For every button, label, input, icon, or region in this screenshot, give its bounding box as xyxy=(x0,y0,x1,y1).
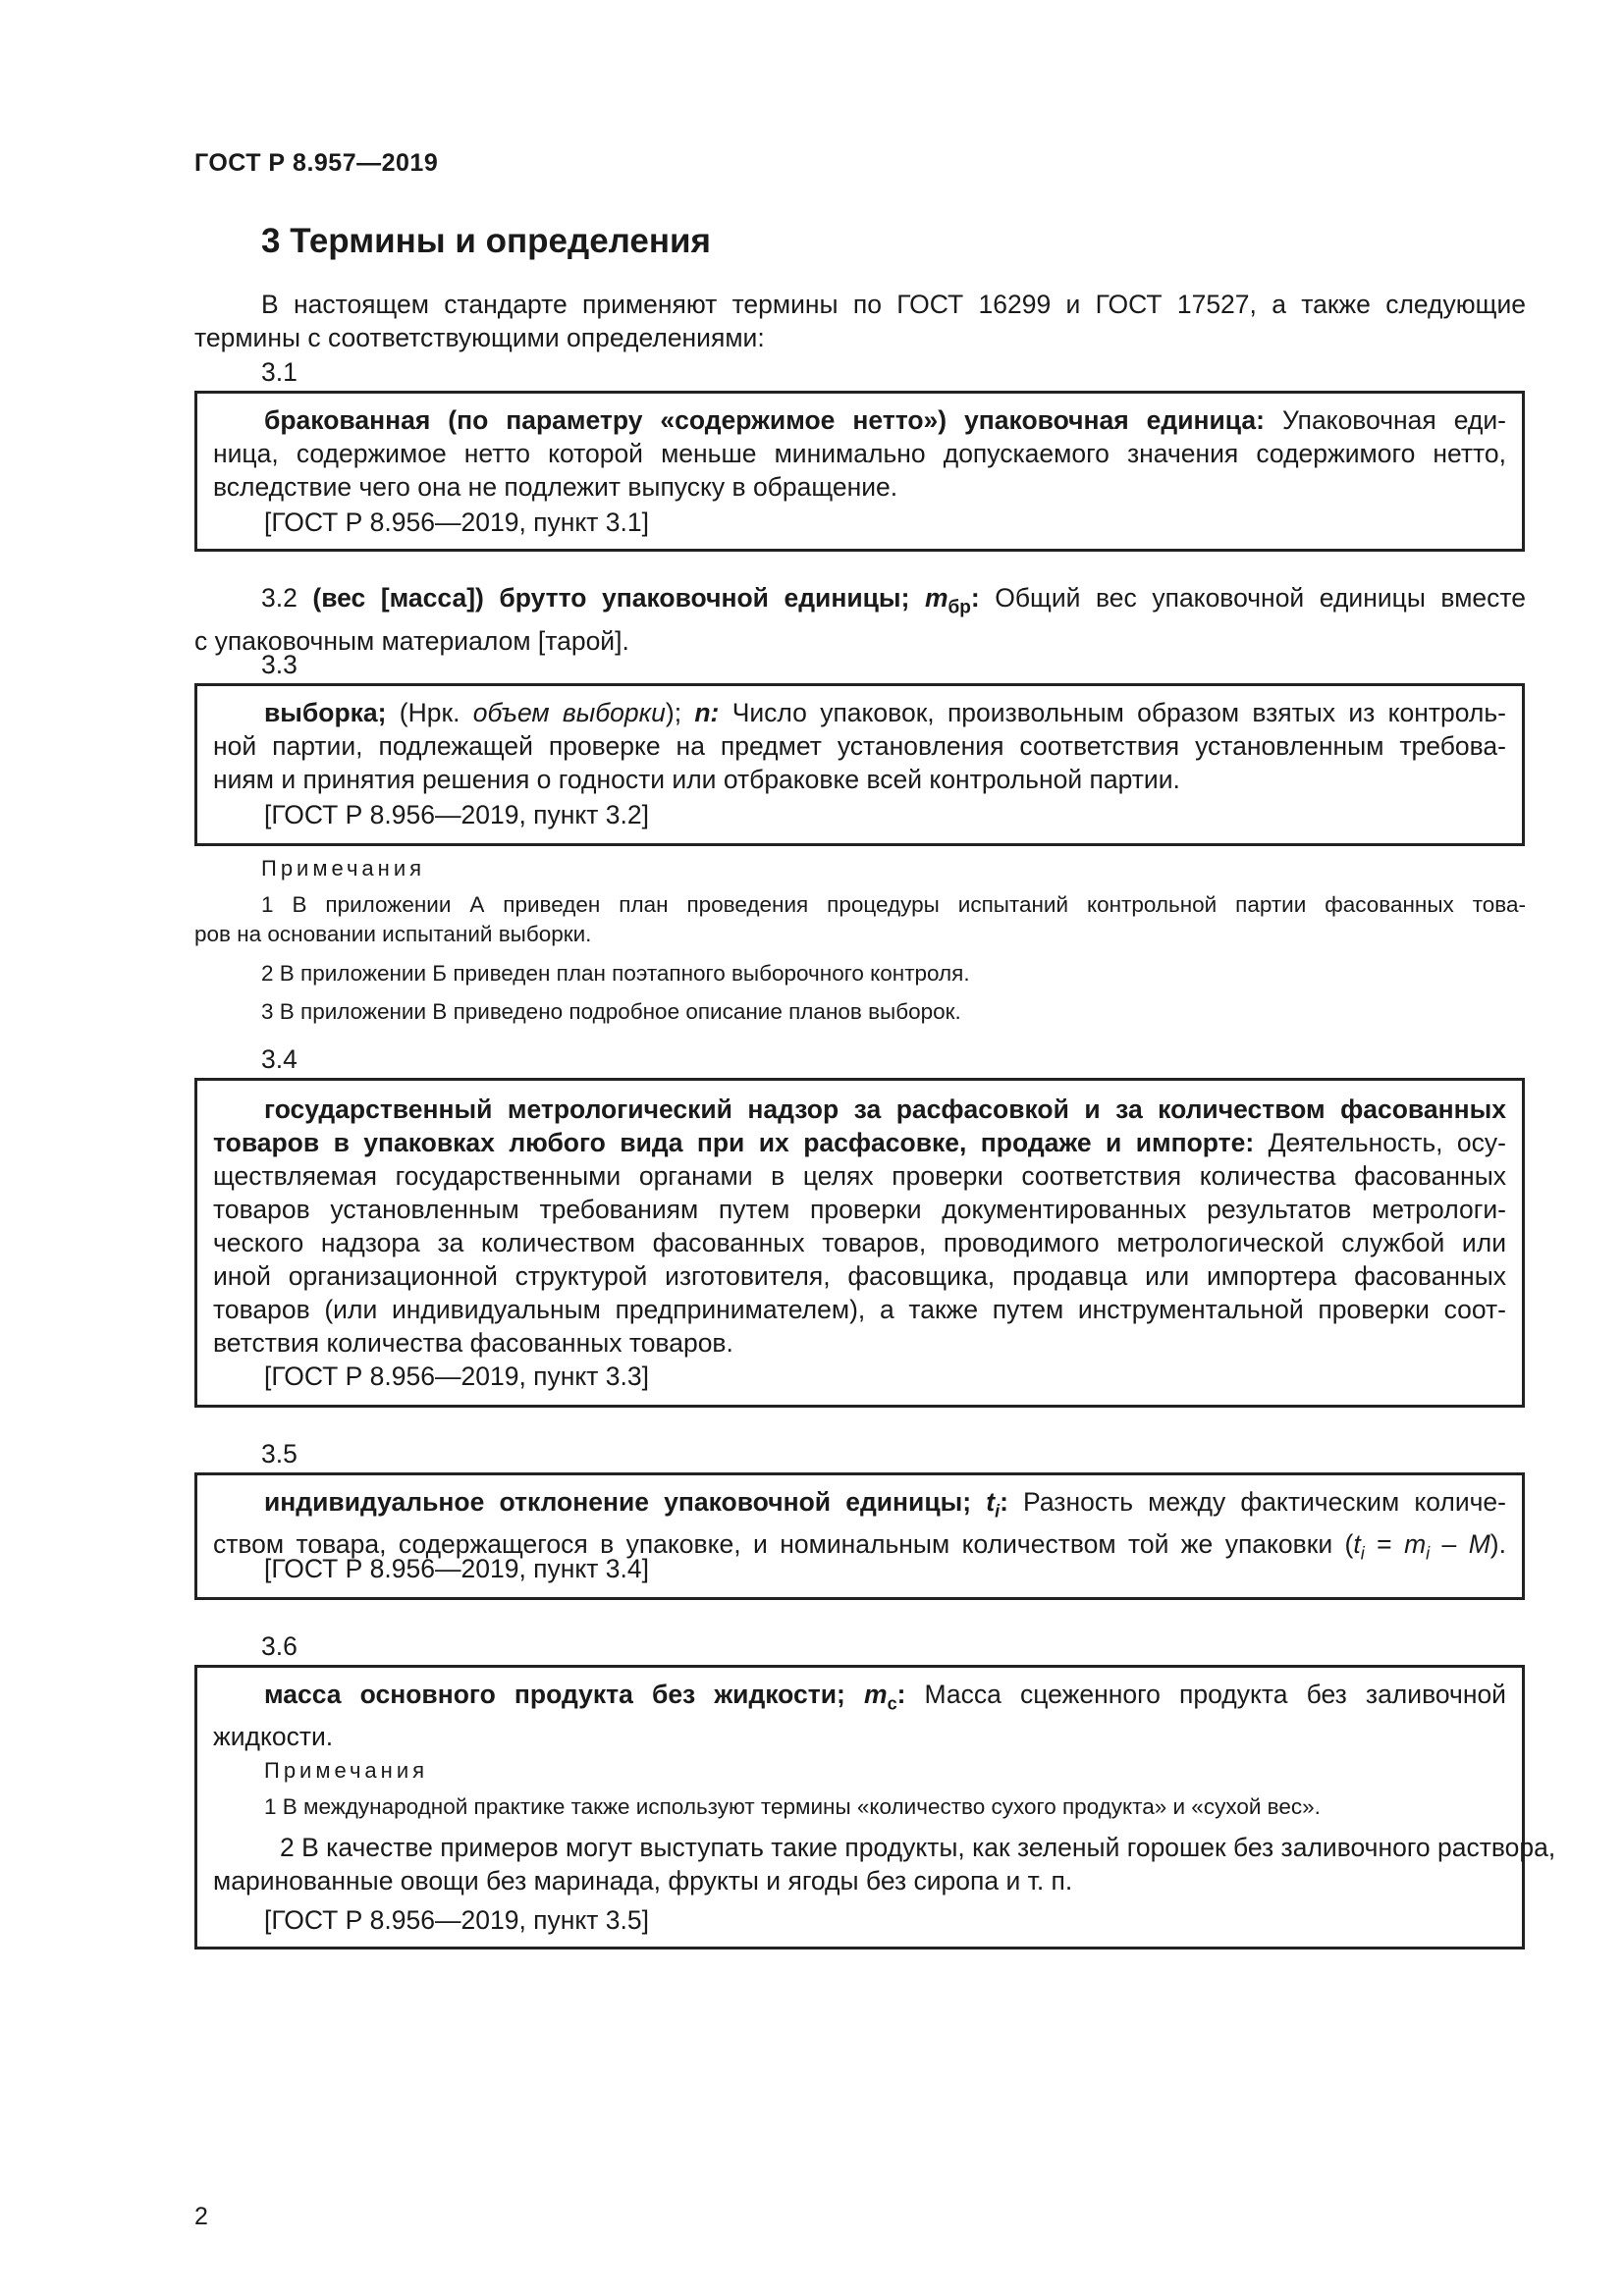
intro-line: В настоящем стандарте применяют термины по ГОСТ 16299 и ГОСТ 17527, а также следующие xyxy=(261,290,1526,319)
term-name: товаров в упаковках любого вида при их расфасовке, продаже и импорте: xyxy=(213,1128,1255,1157)
page-number: 2 xyxy=(194,2203,208,2230)
note-1: 1 В международной практике также используют термины «количество сухого продукта» и «сухой вес». xyxy=(264,1794,1321,1819)
term-name: индивидуальное отклонение упаковочной единицы; xyxy=(264,1487,972,1517)
term-line xyxy=(213,403,1506,437)
formula-var: t xyxy=(1353,1529,1361,1560)
note-1 xyxy=(194,890,1526,949)
note-line: маринованные овощи без маринада, фрукты и ягоды без сиропа и т. п. xyxy=(213,1866,1073,1896)
note-line: 1 В приложении А приведен план проведения процедуры испытаний контрольной партии фасованных това- xyxy=(261,892,1526,917)
notes-heading: Примечания xyxy=(261,856,426,881)
term-text: ); xyxy=(665,698,695,727)
term-name: выборка; xyxy=(264,698,387,727)
formula-end: ). xyxy=(1489,1529,1506,1560)
term-line xyxy=(194,581,1526,624)
term-name: (вес [масса]) брутто упаковочной единицы; xyxy=(312,583,910,613)
formula-sub: i xyxy=(1426,1543,1431,1564)
term-symbol-subscript: c xyxy=(887,1693,897,1714)
term-symbol-subscript: бр xyxy=(947,597,971,618)
formula-var: m xyxy=(1404,1529,1427,1560)
term-symbol: n: xyxy=(694,698,720,727)
term-line: вследствие чего она не подлежит выпуску в обращение. xyxy=(213,472,898,502)
term-line: жидкости. xyxy=(213,1722,334,1752)
term-line: ществляемая государственными органами в целях проверки соответствия количества фасованных xyxy=(213,1161,1506,1191)
term-name: масса основного продукта без жидкости; xyxy=(264,1680,845,1709)
term-number: 3.1 xyxy=(261,357,298,387)
document-header: ГОСТ Р 8.957—2019 xyxy=(194,149,439,177)
note-2: 2 В приложении Б приведен план поэтапного выборочного контроля. xyxy=(261,961,970,986)
term-line: товаров (или индивидуальным предпринимателем), а также путем инструментальной проверки соот- xyxy=(213,1295,1506,1324)
term-symbol: m xyxy=(864,1680,888,1709)
term-3-2-paragraph xyxy=(194,581,1526,658)
term-line: иной организационной структурой изготовителя, фасовщика, продавца или импортера фасованных xyxy=(213,1261,1506,1291)
term-box-3-6 xyxy=(194,1665,1556,1949)
intro-paragraph xyxy=(194,288,1526,354)
term-line xyxy=(213,1678,1506,1720)
term-definition: Число упаковок, произвольным образом взятых из контроль- xyxy=(719,698,1506,727)
term-name: государственный метрологический надзор за расфасовкой и за количеством фасованных xyxy=(264,1095,1506,1124)
term-line: товаров установленным требованиям путем проверки документированных результатов метрологи- xyxy=(213,1195,1506,1224)
term-line xyxy=(213,696,1506,729)
term-definition: Упаковочная еди- xyxy=(1264,405,1506,435)
intro-line: термины с соответствующими определениями: xyxy=(194,323,765,352)
term-symbol-subscript: i xyxy=(995,1501,1001,1522)
note-2 xyxy=(213,1831,1556,1897)
note-line: 2 В качестве примеров могут выступать такие продукты, как зеленый горошек без заливочного раствора, xyxy=(280,1833,1556,1862)
note-line: ров на основании испытаний выборки. xyxy=(194,922,592,946)
term-deprecated: объем выборки xyxy=(472,698,666,727)
term-line: ной партии, подлежащей проверке на предмет установления соответствия установленным требова- xyxy=(213,731,1506,761)
term-line: ветствия количества фасованных товаров. xyxy=(213,1328,733,1358)
term-number: 3.3 xyxy=(261,650,298,679)
term-line: ниям и принятия решения о годности или отбраковке всей контрольной партии. xyxy=(213,765,1180,794)
term-symbol: m xyxy=(924,583,948,613)
term-line xyxy=(213,1093,1506,1126)
term-source: [ГОСТ Р 8.956—2019, пункт 3.2] xyxy=(264,800,650,829)
term-box-3-3 xyxy=(194,683,1525,846)
term-line: ческого надзора за количеством фасованных товаров, проводимого метрологической службой или xyxy=(213,1228,1506,1257)
term-line xyxy=(213,1126,1506,1159)
formula-sub: i xyxy=(1360,1543,1365,1564)
formula-var: M xyxy=(1468,1529,1490,1560)
term-source: [ГОСТ Р 8.956—2019, пункт 3.1] xyxy=(264,507,650,537)
term-source: [ГОСТ Р 8.956—2019, пункт 3.5] xyxy=(264,1905,650,1935)
term-definition: Разность между фактическим количе- xyxy=(1007,1487,1506,1517)
term-box-3-5 xyxy=(194,1472,1525,1600)
term-definition: Масса сцеженного продукта без заливочной xyxy=(905,1680,1506,1709)
notes-heading: Примечания xyxy=(264,1758,429,1783)
term-line: ница, содержимое нетто которой меньше минимально допускаемого значения содержимого нетто, xyxy=(213,439,1506,468)
term-symbol: t xyxy=(986,1487,996,1517)
term-name: бракованная (по параметру «содержимое нетто») упаковочная единица: xyxy=(264,405,1265,435)
term-source: [ГОСТ Р 8.956—2019, пункт 3.3] xyxy=(264,1362,650,1391)
formula-op: – xyxy=(1430,1529,1469,1560)
term-text: ством товара, содержащегося в упаковке, и номинальным количеством той же упаковки ( xyxy=(213,1529,1354,1560)
note-3: 3 В приложении В приведено подробное описание планов выборок. xyxy=(261,999,961,1024)
term-definition: Общий вес упаковочной единицы вместе xyxy=(979,583,1526,613)
term-source: [ГОСТ Р 8.956—2019, пункт 3.4] xyxy=(264,1554,650,1583)
term-number: 3.4 xyxy=(261,1044,298,1074)
term-line: с упаковочным материалом [тарой]. xyxy=(194,626,629,657)
formula-op: = xyxy=(1364,1529,1405,1560)
term-definition: Деятельность, осу- xyxy=(1254,1128,1506,1157)
term-line xyxy=(213,1485,1506,1527)
term-box-3-4 xyxy=(194,1078,1525,1408)
term-colon: : xyxy=(896,1680,906,1709)
term-number: 3.2 xyxy=(261,583,298,613)
term-box-3-1 xyxy=(194,391,1525,552)
section-title: 3 Термины и определения xyxy=(261,222,711,260)
term-colon: : xyxy=(970,583,980,613)
term-colon: : xyxy=(1000,1487,1008,1517)
term-number: 3.6 xyxy=(261,1631,298,1661)
term-text: (Нрк. xyxy=(386,698,473,727)
term-number: 3.5 xyxy=(261,1439,298,1468)
